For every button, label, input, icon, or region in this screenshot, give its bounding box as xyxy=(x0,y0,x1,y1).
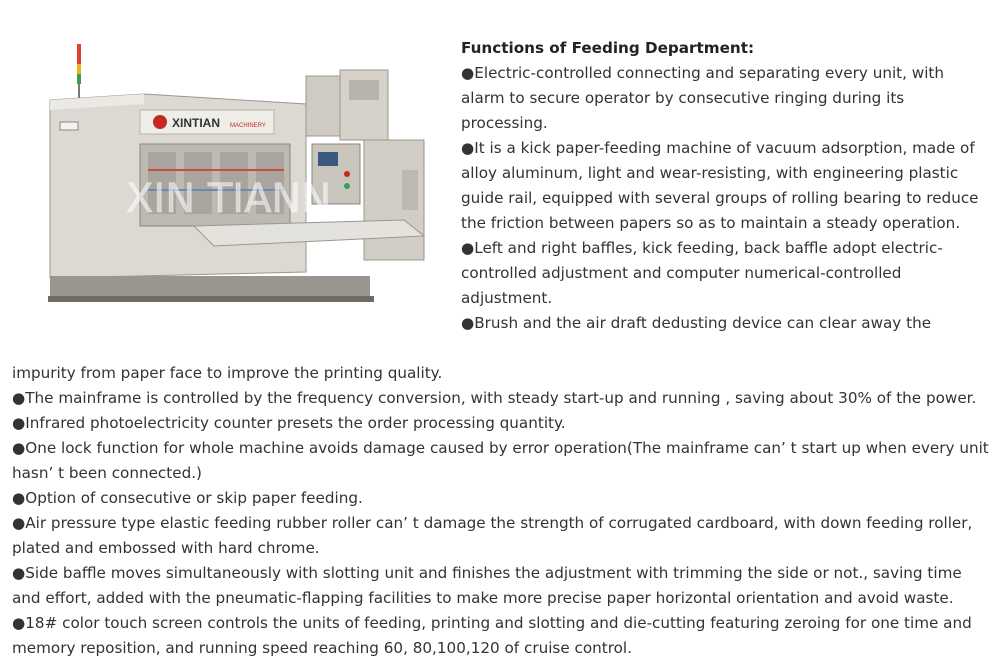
paragraph: ●Brush and the air draft dedusting device can clear away the xyxy=(461,314,932,332)
paragraph: impurity from paper face to improve the printing quality. xyxy=(12,364,443,382)
paragraph: ●Left and right baffles, kick feeding, back baffle adopt electric-controlled adjustment and computer numerical-controlled adjustment. xyxy=(461,239,943,307)
paragraph: ●Option of consecutive or skip paper feeding. xyxy=(12,489,363,507)
full-width-text xyxy=(12,361,992,661)
brand-logo-icon xyxy=(153,115,167,129)
paragraph: ●One lock function for whole machine avoids damage caused by error operation(The mainframe can’ t start up when every unit hasn’ t been connected.) xyxy=(12,439,989,482)
paragraph: ●18# color touch screen controls the units of feeding, printing and slotting and die-cutting featuring zeroing for one time and memory reposition, and running speed reaching 60, 80,100,120 of cruise control. xyxy=(12,614,972,657)
paragraph: ●Infrared photoelectricity counter presets the order processing quantity. xyxy=(12,414,566,432)
section-heading: Functions of Feeding Department: xyxy=(461,39,755,57)
watermark-text: XIN TIANN xyxy=(126,176,332,222)
signal-light-yellow xyxy=(77,64,81,74)
paragraph: ●Electric-controlled connecting and separating every unit, with alarm to secure operator by consecutive ringing during its processing. xyxy=(461,64,945,132)
paragraph: ●Air pressure type elastic feeding rubber roller can’ t damage the strength of corrugated cardboard, with down feeding roller, plated and embossed with hard chrome. xyxy=(12,514,973,557)
touch-screen xyxy=(318,152,338,166)
brand-text: XINTIAN xyxy=(172,116,220,130)
paragraph: ●It is a kick paper-feeding machine of vacuum adsorption, made of alloy aluminum, light and wear-resisting, with engineering plastic guide rail, equipped with several groups of rolling bearing to reduce the friction between papers so as to maintain a steady operation. xyxy=(461,139,979,232)
signal-light-red xyxy=(77,44,81,64)
brand-sub-text: MACHINERY xyxy=(230,123,266,129)
paragraph: ●The mainframe is controlled by the frequency conversion, with steady start-up and running , saving about 30% of the power. xyxy=(12,389,977,407)
right-text-column xyxy=(461,36,981,336)
paragraph: ●Side baffle moves simultaneously with slotting unit and finishes the adjustment with trimming the side or not., saving time and effort, added with the pneumatic-flapping facilities to make more precise paper horizontal orientation and avoid waste. xyxy=(12,564,962,607)
machine-illustration xyxy=(44,40,432,308)
machine-photo xyxy=(44,40,432,308)
signal-light-green xyxy=(77,74,81,84)
